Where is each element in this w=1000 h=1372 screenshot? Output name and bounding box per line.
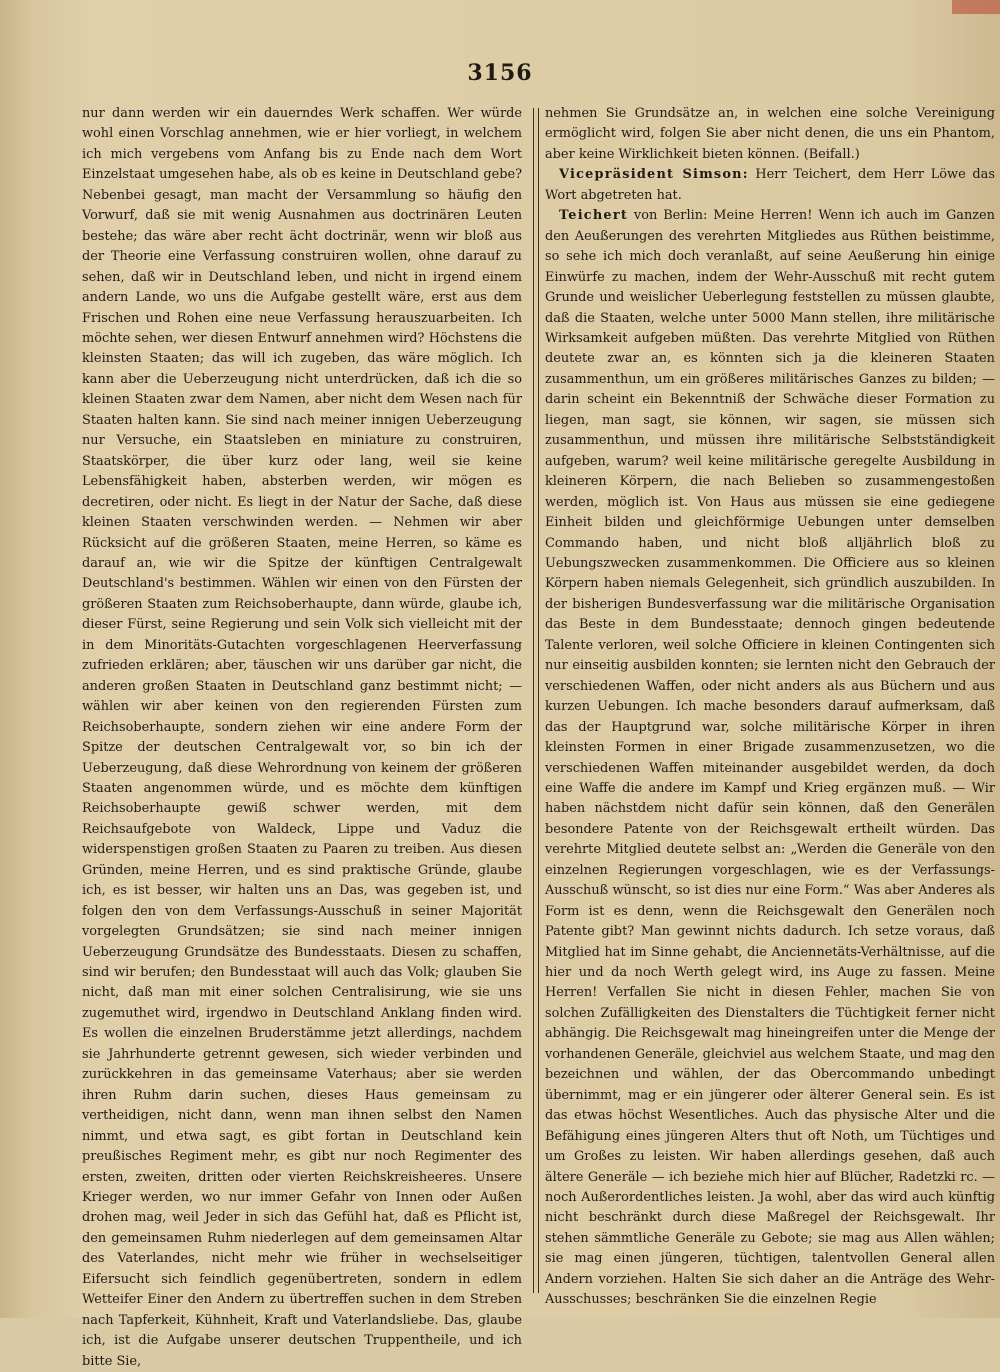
speaker-name: Vicepräsident Simson: <box>559 167 749 183</box>
paragraph-text: Herr Teichert, dem Herr Löwe das Wort abgetreten hat. <box>545 167 995 203</box>
page-number: 3156 <box>467 60 533 86</box>
right-column <box>545 104 995 1311</box>
left-column <box>82 104 522 1372</box>
corner-stain <box>952 0 1000 14</box>
paragraph-text: von Berlin: Meine Herren! Wenn ich auch im Ganzen den Aeußerungen des verehrten Mitgliedes aus Rüthen beistimme, so sehe ich mich doch veranlaßt, auf seine Aeußerung hin einige Einwürfe zu machen, indem der Wehr-Ausschuß mit recht gutem Grunde und weislicher Ueberlegung feststellen zu müssen glaubte, daß die Staaten, welche unter 5000 Mann stellen, ihre militärische Wirksamkeit aufgeben müßten. Das verehrte Mitglied von Rüthen deutete zwar an, es könnten sich ja die kleineren Staaten zusammenthun, um ein größeres militärisches Ganzes zu bilden; — darin scheint ein Bekenntniß der Schwäche dieser Formation zu liegen, man sagt, sie können, wir sagen, sie müssen sich zusammenthun, und müssen ihre militärische Selbstständigkeit aufgeben, warum? weil keine militärische geregelte Ausbildung in kleineren Körpern, die nach Belieben so zusammengestoßen werden, möglich ist. Von Haus aus müssen sie eine gediegene Einheit bilden und gleichförmige Uebungen unter demselben Commando haben, und nicht bloß alljährlich bloß zu Uebungszwecken zusammenkommen. Die Officiere aus so kleinen Körpern haben niemals Gelegenheit, sich gründlich auszubilden. In der bisherigen Bundesverfassung war die militärische Organisation das Beste in dem Bundesstaate; dennoch gingen bedeutende Talente verloren, weil solche Officiere in kleinen Contingenten sich nur einseitig ausbilden konnten; sie lernten nicht den Gebrauch der verschiedenen Waffen, oder nicht anders als aus Büchern und aus kurzen Uebungen. Ich mache besonders darauf aufmerksam, daß das der Hauptgrund war, solche militärische Körper in ihren kleinsten Formen in einer Brigade zusammenzusetzen, wo die verschiedenen Waffen miteinander ausgebildet werden, da doch eine Waffe die andere im Kampf und Krieg ergänzen muß. — Wir haben nächstdem nicht dafür sein können, daß den Generälen besondere Patente von der Reichsgewalt ertheilt würden. Das verehrte Mitglied deutete selbst an: „Werden die Generäle von den einzelnen Regierungen vorgeschlagen, wie es der Verfassungs-Ausschuß wünscht, so ist dies nur eine Form.“ Was aber Anderes als Form ist es denn, wenn die Reichsgewalt den Generälen noch Patente gibt? Man gewinnt nichts dadurch. Ich setze voraus, daß Mitglied hat im Sinne gehabt, die Anciennetäts-Verhältnisse, auf die hier und da noch Werth gelegt wird, ins Auge zu fassen. Meine Herren! Verfallen Sie nicht in diesen Fehler, machen Sie von solchen Zufälligkeiten des Dienstalters die Tüchtigkeit ferner nicht abhängig. Die Reichsgewalt mag hineingreifen unter die Menge der vorhandenen Generäle, gleichviel aus welchem Staate, und mag den bezeichnen und wählen, der das Obercommando unbedingt übernimmt, mag er ein jüngerer oder älterer General sein. Es ist das etwas höchst Wesentliches. Auch das physische Alter und die Befähigung eines jüngeren Alters thut oft Noth, um Tüchtiges und um Großes zu leisten. Wir haben allerdings gesehen, daß auch ältere Generäle — ich beziehe mich hier auf Blücher, Radetzki rc. — noch Außerordentliches leisten. Ja wohl, aber das wird auch künftig nicht beschränkt durch diese Maßregel der Reichsgewalt. Ihr stehen sämmtliche Generäle zu Gebote; sie mag aus Allen wählen; sie mag einen jüngeren, tüchtigen, talentvollen General allen Andern vorziehen. Halten Sie sich daher an die Anträge des Wehr-Ausschusses; beschränken Sie die einzelnen Regie <box>545 208 995 1308</box>
left-paragraph: nur dann werden wir ein dauerndes Werk schaffen. Wer würde wohl einen Vorschlag annehmen, wie er hier vorliegt, in welchem ich mich vergebens vom Anfang bis zu Ende nach dem Wort Einzelstaat umgesehen habe, als ob es keine in Deutschland gebe? Nebenbei gesagt, man macht der Versammlung so häufig den Vorwurf, daß sie mit wenig Ausnahmen aus doctrinären Leuten bestehe; das wäre aber recht ächt doctrinär, wenn wir bloß aus der Theorie eine Verfassung construiren wollen, ohne darauf zu sehen, daß wir in Deutschland leben, und nicht in irgend einem andern Lande, wo uns die Aufgabe gestellt wäre, erst aus dem Frischen und Rohen eine neue Verfassung herauszuarbeiten. Ich möchte sehen, wer diesen Entwurf annehmen wird? Höchstens die kleinsten Staaten; das will ich zugeben, das wäre möglich. Ich kann aber die Ueberzeugung nicht unterdrücken, daß ich die so kleinen Staaten zwar dem Namen, aber nicht dem Wesen nach für Staaten halten kann. Sie sind nach meiner innigen Ueberzeugung nur Versuche, ein Staatsleben en miniature zu construiren, Staatskörper, die über kurz oder lang, weil sie keine Lebensfähigkeit haben, absterben werden, wir mögen es decretiren, oder nicht. Es liegt in der Natur der Sache, daß diese kleinen Staaten verschwinden werden. — Nehmen wir aber Rücksicht auf die größeren Staaten, meine Herren, so käme es darauf an, wie wir die Spitze der künftigen Centralgewalt Deutschland's bestimmen. Wählen wir einen von den Fürsten der größeren Staaten zum Reichsoberhaupte, dann würde, glaube ich, dieser Fürst, seine Regierung und sein Volk sich vielleicht mit der in dem Minoritäts-Gutachten vorgeschlagenen Heerverfassung zufrieden erklären; aber, täuschen wir uns darüber gar nicht, die anderen großen Staaten in Deutschland ganz bestimmt nicht; — wählen wir aber keinen von den regierenden Fürsten zum Reichsoberhaupte, sondern ziehen wir eine andere Form der Spitze der deutschen Centralgewalt vor, so bin ich der Ueberzeugung, daß diese Wehrordnung von keinem der größeren Staaten angenommen würde, und es möchte dem künftigen Reichsoberhaupte gewiß schwer werden, mit dem Reichsaufgebote von Waldeck, Lippe und Vaduz die widerspenstigen großen Staaten zu Paaren zu treiben. Aus diesen Gründen, meine Herren, und es sind praktische Gründe, glaube ich, es ist besser, wir halten uns an Das, was gegeben ist, und folgen den von dem Verfassungs-Ausschuß in seiner Majorität vorgelegten Grundsätzen; sie sind nach meiner innigen Ueberzeugung Grundsätze des Bundesstaats. Diesen zu schaffen, sind wir berufen; den Bundesstaat will auch das Volk; glauben Sie nicht, daß man mit einer solchen Centralisirung, wie sie uns zugemuthet wird, irgendwo in Deutschland Anklang finden wird. Es wollen die einzelnen Bruderstämme jetzt allerdings, nachdem sie Jahrhunderte getrennt gewesen, sich wieder verbinden und zurückkehren in das gemeinsame Vaterhaus; aber sie werden ihren Ruhm darin suchen, dieses Haus gemeinsam zu vertheidigen, nicht dann, wenn man ihnen selbst den Namen nimmt, und etwa sagt, es gibt fortan in Deutschland kein preußisches Regiment mehr, es gibt nur noch Regimenter des ersten, zweiten, dritten oder vierten Reichskreisheeres. Unsere Krieger werden, wo nur immer Gefahr von Innen oder Außen drohen mag, weil Jeder in sich das Gefühl hat, daß es Pflicht ist, den gemeinsamen Ruhm niederlegen auf dem gemeinsamen Altar des Vaterlandes, nicht mehr wie früher in wechselseitiger Eifersucht sich feindlich gegenübertreten, sondern in edlem Wetteifer Einer den Andern zu übertreffen suchen in dem Streben nach Tapferkeit, Kühnheit, Kraft und Vaterlandsliebe. Das, glaube ich, ist die Aufgabe unserer deutschen Truppentheile, und ich bitte Sie, <box>82 106 522 1369</box>
column-rule <box>533 108 539 1293</box>
right-paragraph <box>545 206 995 1310</box>
right-paragraph <box>545 165 995 206</box>
right-paragraph <box>545 104 995 165</box>
speaker-name: Teichert <box>559 208 628 224</box>
paragraph-text: nehmen Sie Grundsätze an, in welchen eine solche Vereinigung ermöglicht wird, folgen Sie aber nicht denen, die uns ein Phantom, aber keine Wirklichkeit bieten können. (Beifall.) <box>545 106 995 162</box>
